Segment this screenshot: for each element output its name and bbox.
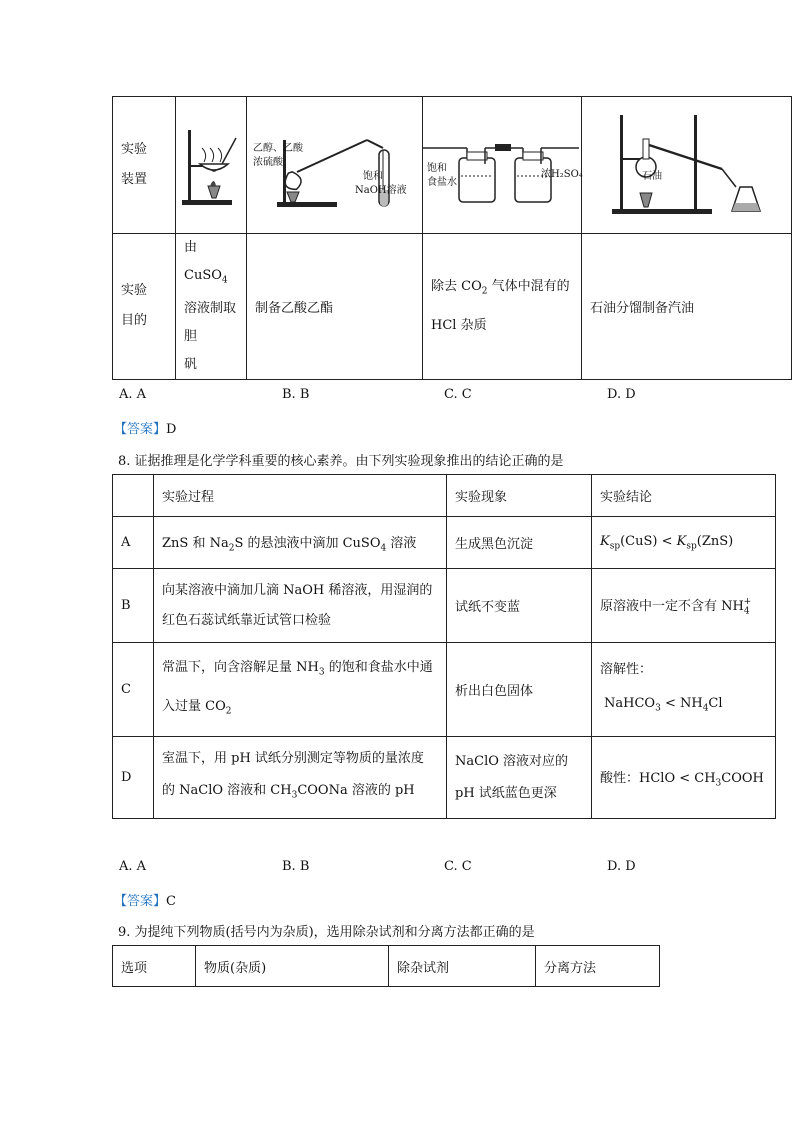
q8-b-conclusion-sub: 4 [743,606,750,617]
q9-table [112,945,660,987]
q7-apparatus-b [247,97,423,234]
q8-header-process [154,475,447,517]
label-naoh: NaOH溶液 [355,185,407,196]
q8-d-process-1: 室温下，用 pH 试纸分别测定等物质的量浓度 [162,751,424,767]
q8-row-a-process [154,517,447,569]
q8-a-process-3: 溶液 [386,535,417,551]
q8-answer-value: C [166,894,176,909]
q8-d-conclusion-sub: 3 [715,778,722,789]
q8-row-d-conclusion [592,737,776,819]
q8-b-conclusion: 原溶液中一定不含有 NH [600,598,744,614]
q8-c-conclusion-sub1: 3 [655,703,661,714]
q8-a-conclusion-2: (ZnS) [696,533,734,549]
q8-answer [114,890,176,909]
q8-d-phenomenon-1: NaClO 溶液对应的 [455,753,569,769]
q8-d-process-2a: 的 NaClO 溶液和 CH [162,783,292,799]
q8-a-sp2: sp [686,541,697,552]
label-saturated-brine-2: 食盐水 [427,177,457,188]
q7-purpose-d [582,234,792,380]
q8-c-process-2a: 入过量 CO [162,698,226,714]
purpose-a-text-2: 溶液制取胆 [184,300,237,344]
q8-c-process-2-sub: 2 [225,706,232,717]
q8-row-b [113,569,776,643]
q8-a-process-2: S 的悬浊液中滴加 CuSO [234,535,381,551]
q9-header-substance: 物质(杂质) [196,946,389,987]
q8-a-sp1: sp [609,541,621,552]
purpose-c-formula: CO [461,279,482,294]
purpose-b-text: 制备乙酸乙酯 [255,300,334,316]
q7-option-c[interactable]: C. C [444,387,472,402]
q7-apparatus-c [423,97,582,234]
q8-a-process-sub2: 4 [380,543,387,554]
q8-b-conclusion-sup: + [743,597,752,608]
q8-a-conclusion-1: (CuS) < [620,533,677,549]
q8-row-c-process [154,643,447,737]
evaporation-apparatus-icon [176,120,246,210]
q8-d-process-2b: COONa 溶液的 pH [297,783,415,799]
q8-c-conclusion-2b: < NH [660,696,703,712]
purpose-a-text-1: 由 [184,240,198,255]
q7-answer [114,418,176,437]
q8-c-process-1a: 常温下，向含溶解足量 NH [162,659,319,675]
q8-row-d-phenomenon [447,737,592,819]
q9-header-option: 选项 [113,946,196,987]
label-conc-h2so4: 浓H₂SO₄ [541,169,583,180]
purpose-a-text-3: 矾 [184,356,198,372]
q7-apparatus-a [176,97,247,234]
q8-d-conclusion-b: COOH [721,770,764,786]
label-ethanol-acid: 乙醇、乙酸 [253,143,303,154]
q9-stem: 9. 为提纯下列物质(括号内为杂质)，选用除杂试剂和分离方法都正确的是 [118,925,535,940]
q8-row-d-process [154,737,447,819]
purpose-c-text-2: 气体中混有的 [491,279,570,294]
q8-option-d[interactable]: D. D [607,859,636,874]
q8-header-process-text: 实验过程 [162,490,215,505]
q8-header-phenomenon [447,475,592,517]
q7-purpose-b [247,234,423,380]
q7-answer-value: D [166,422,177,437]
q8-a-k2: K [676,533,687,549]
q8-row-d-letter: D [113,737,154,819]
q7-apparatus-label: 实验装置 [121,142,148,187]
q7-option-b[interactable]: B. B [282,387,310,402]
distillation-apparatus-icon [602,109,772,221]
q8-row-c [113,643,776,737]
q8-row-d [113,737,776,819]
q7-purpose-a [176,234,247,380]
q7-table [112,96,792,380]
purpose-c-text-1: 除去 [431,279,458,294]
purpose-a-sub: 4 [221,275,228,286]
purpose-a-formula: CuSO [184,268,222,283]
q8-a-k1: K [600,533,610,549]
q8-c-conclusion-2a: NaHCO [604,696,656,712]
q8-d-phenomenon-2: pH 试纸蓝色更深 [455,785,557,801]
q8-c-process-1b: 的饱和食盐水中通 [324,659,433,675]
q7-answer-tag: 【答案】 [114,422,167,437]
purpose-c-sub: 2 [481,286,488,297]
purpose-d-text: 石油分馏制备汽油 [590,300,695,316]
q8-option-a[interactable]: A. A [119,859,147,874]
q8-d-conclusion-a: 酸性：HClO < CH [600,770,716,786]
q8-row-b-phenomenon: 试纸不变蓝 [447,569,592,643]
q8-row-b-process [154,569,447,643]
q8-table [112,474,776,819]
q8-b-process-2: 红色石蕊试纸靠近试管口检验 [162,612,332,628]
q8-header-conclusion-text: 实验结论 [600,490,653,505]
q8-b-process-1: 向某溶液中滴加几滴 NaOH 稀溶液，用湿润的 [162,582,433,598]
q7-purpose-label: 实验目的 [121,283,148,329]
q7-apparatus-d [582,97,792,234]
q8-row-c-conclusion [592,643,776,737]
q8-row-a-letter: A [113,517,154,569]
q7-option-d[interactable]: D. D [607,387,636,402]
q7-row-label-purpose [113,234,176,380]
q8-a-process-1: ZnS 和 Na [162,535,229,551]
q8-stem: 8. 证据推理是化学学科重要的核心素养。由下列实验现象推出的结论正确的是 [118,454,564,469]
q8-header-phenomenon-text: 实验现象 [455,490,508,505]
q7-purpose-c [423,234,582,380]
q8-row-b-conclusion [592,569,776,643]
q8-row-c-letter: C [113,643,154,737]
q8-c-conclusion-sub2: 4 [702,703,709,714]
q8-row-a-conclusion [592,517,776,569]
q7-option-a[interactable]: A. A [119,387,147,402]
q8-row-a [113,517,776,569]
q7-row-label-apparatus [113,97,176,234]
label-saturated: 饱和 [363,171,383,182]
q8-c-conclusion-1: 溶解性： [600,662,653,678]
q8-row-b-letter: B [113,569,154,643]
q8-header-blank [113,475,154,517]
label-conc-acid: 浓硫酸 [253,157,283,168]
q8-option-b[interactable]: B. B [282,859,310,874]
q8-c-process-1-sub: 3 [318,667,325,678]
label-petroleum: 石油 [642,171,662,182]
q8-answer-tag: 【答案】 [114,894,167,909]
q8-row-c-phenomenon: 析出白色固体 [447,643,592,737]
q8-header-conclusion [592,475,776,517]
q8-c-conclusion-2c: Cl [708,696,723,712]
q8-row-a-phenomenon: 生成黑色沉淀 [447,517,592,569]
q9-header-reagent: 除杂试剂 [389,946,536,987]
q8-option-c[interactable]: C. C [444,859,472,874]
q9-header-method: 分离方法 [536,946,660,987]
q8-a-process-sub: 2 [228,543,235,554]
label-saturated-brine-1: 饱和 [427,163,447,174]
q8-d-process-2-sub: 3 [291,790,298,801]
purpose-c-text-3: HCl 杂质 [431,317,487,333]
